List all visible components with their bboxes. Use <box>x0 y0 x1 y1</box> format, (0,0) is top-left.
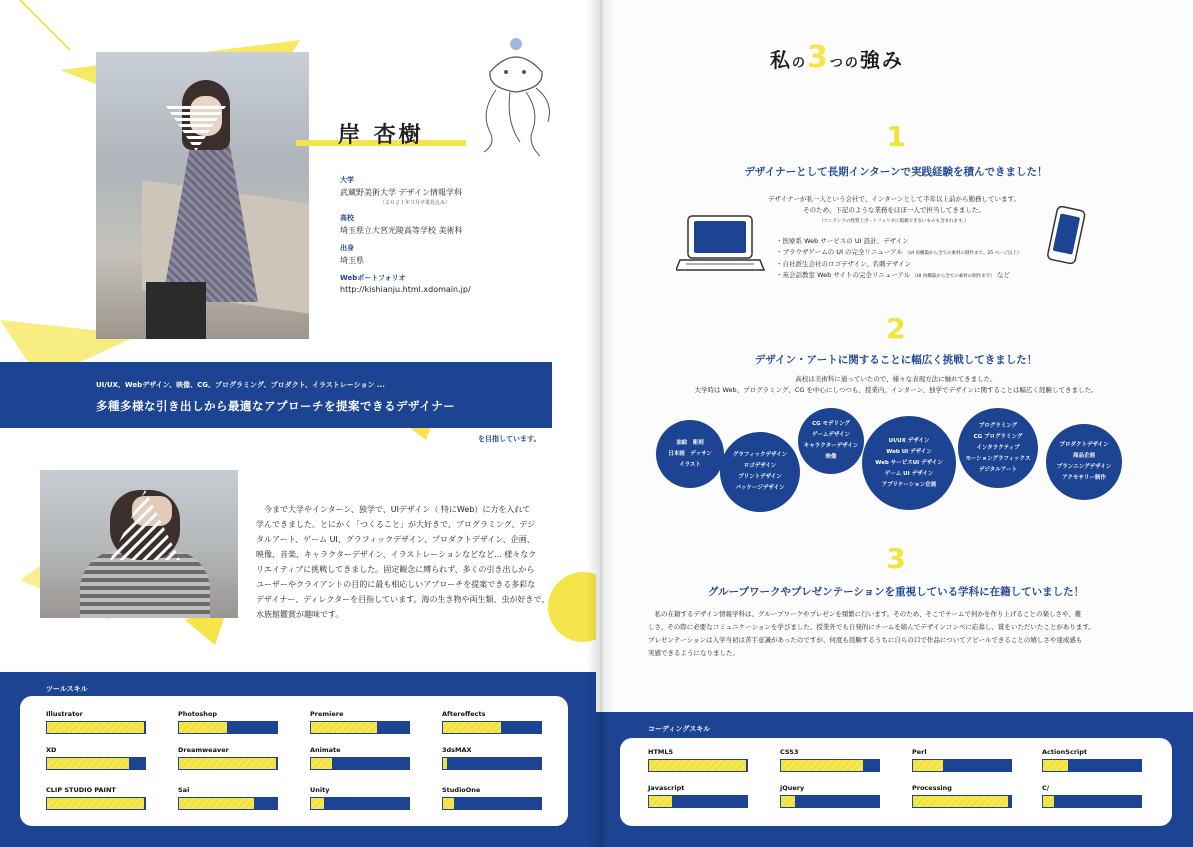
skill-bubble-cg <box>798 408 864 474</box>
stripe-triangle-overlay <box>166 106 226 166</box>
skill-fill <box>311 798 325 809</box>
bubble-line: パッケージデザイン <box>735 485 785 491</box>
skill-name: StudioOne <box>442 786 481 794</box>
skill-item <box>648 784 750 808</box>
skill-item <box>912 784 1014 808</box>
skill-item <box>442 746 544 770</box>
bubble-line: Web UI デザイン <box>886 448 932 455</box>
bio-line: 水族館鑑賞が趣味です。 <box>256 610 344 619</box>
skill-bar <box>178 797 278 810</box>
skill-fill <box>311 722 378 733</box>
title-part: の <box>792 56 808 71</box>
skill-name: Premiere <box>310 710 344 718</box>
bubble-line: グラフィックデザイン <box>732 452 788 458</box>
skill-bubble-graphic <box>720 432 800 512</box>
skill-bar <box>912 795 1012 808</box>
skill-item <box>46 746 148 770</box>
stripe-triangle-overlay-2 <box>110 490 180 570</box>
skill-bubble-fine-art <box>656 420 724 488</box>
list-item-tail: など <box>996 271 1010 279</box>
skill-bubble-product <box>1046 424 1122 500</box>
skill-fill <box>179 758 277 769</box>
skill-fill <box>913 796 1009 807</box>
skill-item <box>178 786 280 810</box>
left-page <box>0 0 596 847</box>
profile-label-portfolio: Webポートフォリオ <box>340 274 406 282</box>
skill-bar <box>178 757 278 770</box>
banner-tail-text: を目指しています。 <box>478 435 541 443</box>
bubble-line: ゲーム UI デザイン <box>884 470 934 477</box>
bubble-line: CG モデリング <box>812 421 850 427</box>
bubble-line: プロダクトデザイン <box>1059 442 1109 448</box>
skill-bar <box>648 795 748 808</box>
bubble-line: アクセサリー制作 <box>1062 475 1106 481</box>
coding-skills-card <box>620 738 1172 826</box>
intro-line: そのため、下記のような業務をほぼ一人で担当してきました。 <box>803 206 985 214</box>
tagline-banner <box>0 362 552 428</box>
skill-bar <box>310 721 410 734</box>
skill-name: 3dsMAX <box>442 746 472 754</box>
skill-fill <box>311 758 333 769</box>
skill-item <box>310 710 412 734</box>
skill-bar <box>178 721 278 734</box>
title-part: の <box>844 56 860 71</box>
skill-name: Javascript <box>648 784 685 792</box>
bubble-line: インタラクティブ <box>976 444 1020 451</box>
profile-value-university: 武蔵野美術大学 デザイン情報学科 <box>340 188 462 197</box>
skill-name: CSS3 <box>780 748 799 756</box>
skill-name: Dreamweaver <box>178 746 229 754</box>
list-item <box>776 270 1021 282</box>
skill-fill <box>913 760 944 771</box>
jellyfish-illustration <box>470 32 560 162</box>
skill-item <box>442 710 544 734</box>
skill-item <box>648 748 750 772</box>
skill-fill <box>1043 796 1055 807</box>
bubble-line: 油絵 彫刻 <box>676 439 704 446</box>
skill-name: Aftereffects <box>442 710 486 718</box>
bubble-line: 商品企画 <box>1072 453 1095 459</box>
bubble-line: UI/UX デザイン <box>888 437 930 444</box>
bubble-line: 映像 <box>825 454 837 460</box>
strength-1-list <box>776 236 1021 282</box>
bio-line: リエイティブに挑戦してきました。固定観念に縛られず、多くの引き出しから <box>256 565 535 574</box>
skill-item <box>442 786 544 810</box>
list-item-text: ・医療系 Web サービスの UI 設計、デザイン <box>776 237 909 245</box>
body-line: 私の在籍するデザイン情報学科は、グループワークやプレゼンを頻繁に行います。そのため、そこでチームで何かを作り上げることの楽しさや、難 <box>654 610 1082 618</box>
strength-number-1: 1 <box>886 120 906 153</box>
banner-tagline: 多種多様な引き出しから最適なアプローチを提案できるデザイナー <box>96 399 456 413</box>
skill-bar <box>912 759 1012 772</box>
profile-name: 岸 杏樹 <box>338 123 424 148</box>
title-number: 3 <box>807 40 830 75</box>
skill-fill <box>47 758 130 769</box>
tool-skills-title: ツールスキル <box>46 685 88 693</box>
list-item <box>776 236 1021 247</box>
skill-fill <box>1043 760 1069 771</box>
bubble-line: デジタルアート <box>978 466 1017 473</box>
bubble-line: CG プログラミング <box>973 433 1023 440</box>
strength-heading-2: デザイン・アートに関することに幅広く挑戦してきました！ <box>754 354 1038 366</box>
yellow-stroke-1 <box>20 0 70 50</box>
skill-item <box>310 746 412 770</box>
skill-bar <box>648 759 748 772</box>
skill-name: Perl <box>912 748 927 756</box>
strength-number-3: 3 <box>886 542 906 575</box>
skill-item <box>780 784 882 808</box>
profile-label-university: 大学 <box>340 176 354 184</box>
strength-2-body <box>656 374 1136 396</box>
skill-fill <box>781 760 864 771</box>
portfolio-link[interactable]: http://kishianju.html.xdomain.jp/ <box>340 285 471 294</box>
skill-item <box>178 710 280 734</box>
bubble-line: プログラミング <box>978 422 1018 429</box>
title-part: つ <box>829 56 845 71</box>
smartphone-icon <box>1046 206 1086 268</box>
skill-bubble-ui <box>862 416 956 510</box>
skill-bar <box>310 797 410 810</box>
profile-value-highschool: 埼玉県立大宮光陵高等学校 美術科 <box>340 226 463 235</box>
skill-bar <box>442 797 542 810</box>
bubble-line: プランニングデザイン <box>1056 464 1112 470</box>
skill-fill <box>47 798 145 809</box>
skill-name: Unity <box>310 786 330 794</box>
skill-bar <box>780 759 880 772</box>
intro-note: （コンテンツの性質上ポートフォリオに掲載できないものも含まれます。） <box>819 219 969 224</box>
bubble-line: プリントデザイン <box>738 474 782 480</box>
skill-name: Sai <box>178 786 190 794</box>
skill-fill <box>649 760 747 771</box>
strength-heading-3: グループワークやプレゼンテーションを重視している学科に在籍していました！ <box>707 586 1085 598</box>
body-line: 大学時は Web、プログラミング、CG を中心にしつつも、授業内、インターン、独学でデザインに関することは幅広く経験してきました。 <box>694 386 1098 394</box>
list-item-note: （UI 再構築から全ての素材の制作まで。25 ページ以上） <box>904 251 1022 256</box>
skill-bar <box>46 721 146 734</box>
profile-details <box>340 168 560 294</box>
title-part: 強み <box>859 48 904 72</box>
skill-bar <box>310 757 410 770</box>
bio-line: 学んできました。とにかく「つくること」が大好きで、プログラミング、デジ <box>256 520 536 529</box>
skill-fill <box>47 722 145 733</box>
skill-name: Animate <box>310 746 341 754</box>
list-item <box>776 247 1021 259</box>
bubble-line: Web サービスUI デザイン <box>875 459 943 466</box>
strength-heading-1: デザイナーとして長期インターンで実践経験を積んできました！ <box>744 166 1048 178</box>
skill-fill <box>179 798 255 809</box>
skill-item <box>46 710 148 734</box>
skill-item <box>46 786 148 810</box>
body-line: プレゼンテーションは入学当初は苦手意識があったのですが、何度も経験するうちに自らの口で作品についてアピールできることの嬉しさや達成感も <box>648 636 1083 644</box>
skill-name: HTML5 <box>648 748 674 756</box>
skill-name: Processing <box>912 784 952 792</box>
bubble-line: モーショングラフィックス <box>965 455 1031 462</box>
intro-line: デザイナーが私一人という会社で、インターンとして半年以上前から勤務しています。 <box>767 195 1020 203</box>
bio-line: デザイナー、ディレクターを目指しています。海の生き物や両生類、虫が好きで、 <box>256 595 550 604</box>
skill-name: jQuery <box>780 784 805 792</box>
bubble-line: イラスト <box>679 461 701 468</box>
profile-note-university: （２０２１年３月卒業見込み） <box>380 200 451 206</box>
bubble-line: ロゴデザイン <box>743 463 777 469</box>
bio-line: 今まで大学やインターン、独学で、UIデザイン（ 特にWeb）に力を入れて <box>264 505 531 514</box>
banner-subtitle: UI/UX、Webデザイン、映像、CG、プログラミング、プロダクト、イラストレーション ... <box>96 381 385 389</box>
skill-bar <box>442 721 542 734</box>
bubble-line: 日本画 デッサン <box>668 450 712 457</box>
skill-item <box>912 748 1014 772</box>
laptop-icon <box>676 212 766 274</box>
bubble-line: ゲームデザイン <box>811 432 850 438</box>
skill-fill <box>443 722 502 733</box>
skill-item <box>1042 784 1144 808</box>
skill-name: C/ <box>1042 784 1050 792</box>
profile-label-hometown: 出身 <box>340 244 354 252</box>
bio-line: 映像、音楽、キャラクターデザイン、イラストレーションなどなど... 様々なク <box>256 550 537 559</box>
title-part: 私 <box>770 48 792 72</box>
skill-item <box>1042 748 1144 772</box>
skill-name: CLIP STUDIO PAINT <box>46 786 116 794</box>
skill-fill <box>781 796 796 807</box>
body-line: しさ、その際に必要なコミュニケーションを学びました。授業外でも自発的にチームを組んでデザインコンペに応募し、賞をいただいたことがあります。 <box>648 623 1095 631</box>
list-item-note: （UI 再構築から全ての素材の制作まで） <box>912 274 995 279</box>
secondary-photo <box>40 470 238 618</box>
strength-number-2: 2 <box>886 312 906 345</box>
skill-fill <box>443 798 455 809</box>
body-line: 実感できるようになりました。 <box>648 649 739 657</box>
list-item-text: ・自社派生会社のロゴデザイン、名刺デザイン <box>776 260 912 268</box>
skill-item <box>310 786 412 810</box>
skill-fill <box>179 722 228 733</box>
bubble-line: アプリケーション企画 <box>881 481 937 488</box>
skill-bar <box>780 795 880 808</box>
skill-fill <box>649 796 673 807</box>
profile-label-highschool: 高校 <box>340 214 354 222</box>
body-line: 高校は美術科に通っていたので、様々な表現方法に触れてきました。 <box>795 375 997 383</box>
skill-item <box>178 746 280 770</box>
strength-3-body <box>648 608 1095 660</box>
biography <box>256 502 556 622</box>
skill-bubble-programming <box>958 408 1038 488</box>
skill-bar <box>1042 795 1142 808</box>
profile-value-hometown: 埼玉県 <box>340 256 364 265</box>
strengths-title <box>770 40 904 75</box>
skill-item <box>780 748 882 772</box>
skill-bar <box>1042 759 1142 772</box>
list-item-text: ・英会話教室 Web サイトの完全リニューアル <box>776 271 911 279</box>
skill-bar <box>46 757 146 770</box>
coding-skills-title: コーディングスキル <box>648 725 711 733</box>
skill-fill <box>443 758 448 769</box>
skill-name: XD <box>46 746 57 754</box>
skill-name: Photoshop <box>178 710 218 718</box>
skill-bar <box>46 797 146 810</box>
list-item <box>776 259 1021 270</box>
skill-name: Illustrator <box>46 710 83 718</box>
strength-1-intro <box>724 194 1064 227</box>
bubble-line: キャラクターデザイン <box>803 443 859 449</box>
list-item-text: ・ブラウザゲームの UI の完全リニューアル <box>776 248 903 256</box>
bio-line: ユーザーやクライアントの目的に最も相応しいアプローチを提案できる多彩な <box>256 580 536 589</box>
bio-line: タルアート、ゲーム UI、グラフィックデザイン、プロダクトデザイン、企画、 <box>256 535 535 544</box>
profile-photo <box>96 52 309 339</box>
skill-name: ActionScript <box>1042 748 1088 756</box>
skill-bar <box>442 757 542 770</box>
tool-skills-card <box>20 696 568 826</box>
